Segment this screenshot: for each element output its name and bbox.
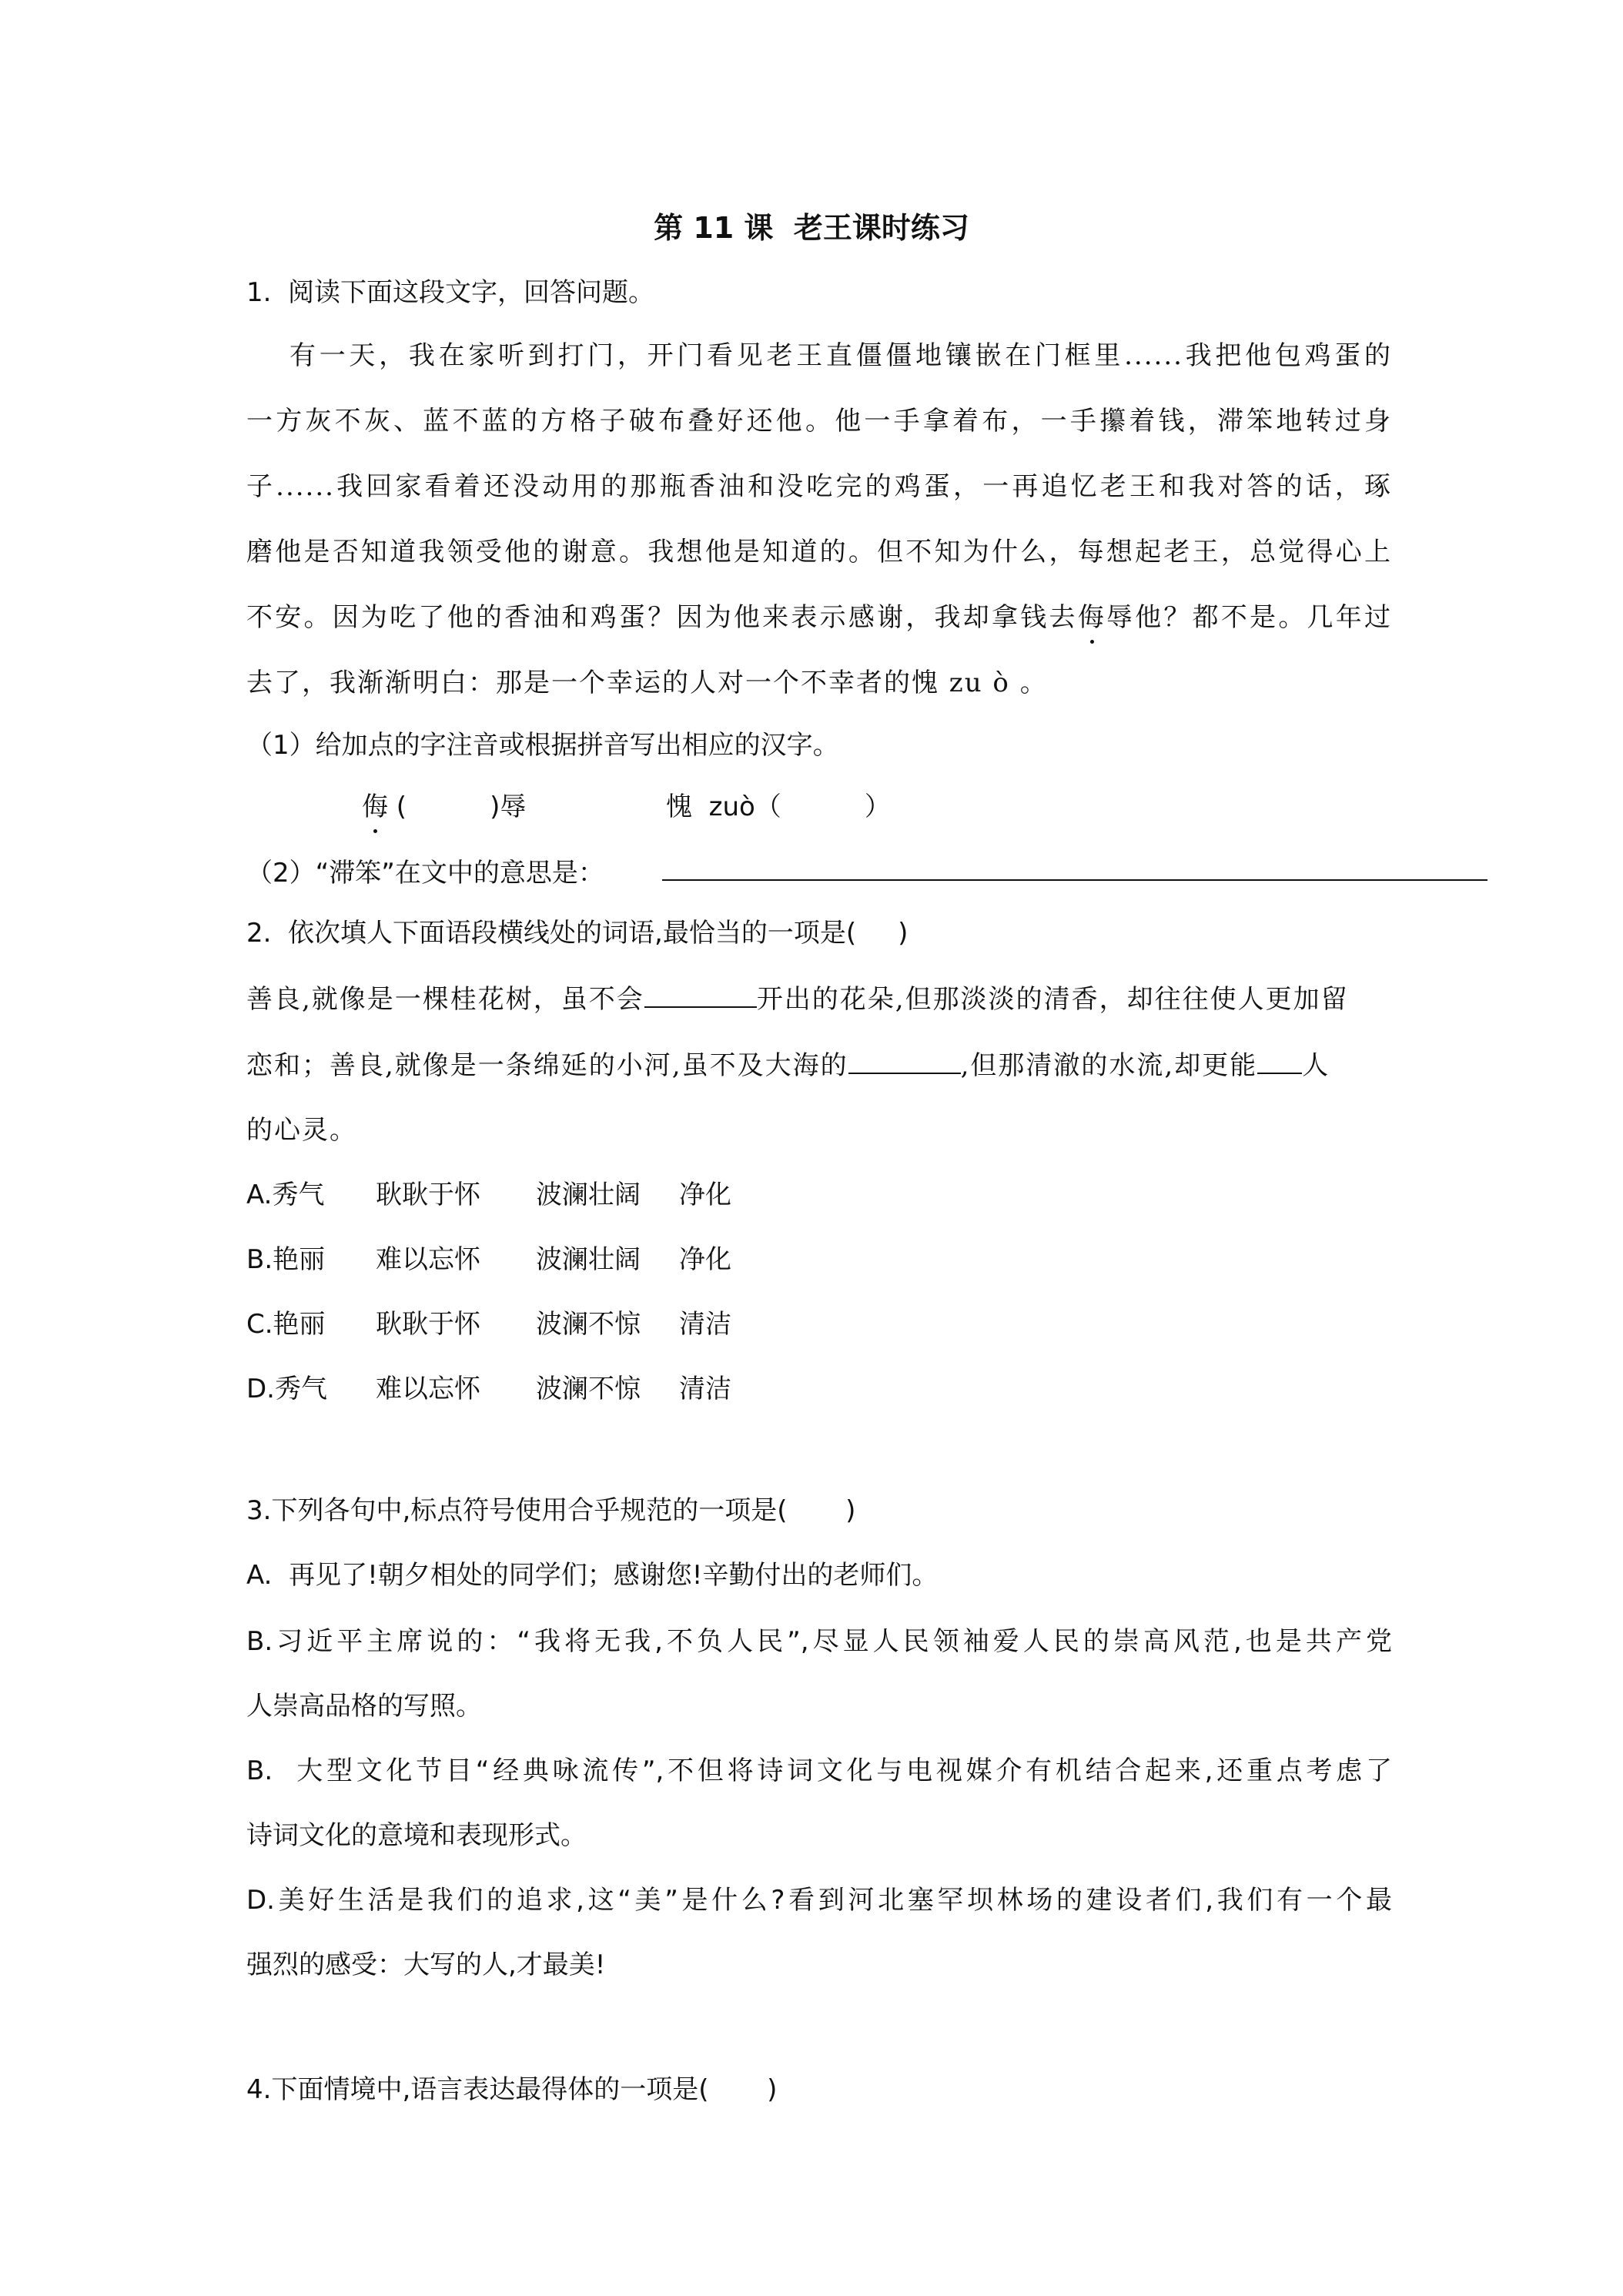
q3-line: B.习近平主席说的：“我将无我,不负人民”,尽显人民领袖爱人民的崇高风范,也是共产党 <box>246 1626 1392 1657</box>
fill-blank <box>644 983 757 1008</box>
q1-passage-line: 一方灰不灰、蓝不蓝的方格子破布叠好还他。他一手拿着布，一手攥着钱，滞笨地转过身 <box>246 406 1392 437</box>
q1-passage-line: 子......我回家看着还没动用的那瓶香油和没吃完的鸡蛋，一再追忆老王和我对答的话，琢 <box>246 471 1392 502</box>
q1-fill-a: 侮 ( )辱 <box>362 792 527 822</box>
q3-line: A. 再见了!朝夕相处的同学们；感谢您!辛勤付出的老师们。 <box>246 1560 939 1591</box>
option-word: 净化 <box>679 1244 731 1275</box>
q1-fill-b: 愧 zuò（ ） <box>666 792 891 822</box>
q2-paragraph-line: 的心灵。 <box>246 1115 357 1146</box>
q3-line: 人崇高品格的写照。 <box>246 1691 482 1722</box>
q1-passage-line: 磨他是否知道我领受他的谢意。我想他是知道的。但不知为什么，每想起老王，总觉得心上 <box>246 537 1392 567</box>
answer-line[interactable] <box>662 879 1487 881</box>
option-word: 波澜壮阔 <box>536 1244 641 1275</box>
option-word: 耿耿于怀 <box>376 1309 480 1340</box>
q1-prompt: 1. 阅读下面这段文字，回答问题。 <box>246 277 655 308</box>
fill-blank <box>848 1049 961 1074</box>
dotted-char: 侮 <box>1077 602 1106 633</box>
option-word: 耿耿于怀 <box>376 1180 480 1210</box>
q2-paragraph-line: 善良,就像是一棵桂花树，虽不会 开出的花朵,但那淡淡的清香，却往往使人更加留 <box>246 984 1349 1015</box>
q1-passage-line: 去了，我渐渐明白：那是一个幸运的人对一个不幸者的愧 zu ò 。 <box>246 668 1048 698</box>
q2-prompt: 2. 依次填人下面语段横线处的词语,最恰当的一项是( ) <box>246 918 909 949</box>
option-label: C.艳丽 <box>246 1309 326 1340</box>
q1-passage-line: 不安。因为吃了他的香油和鸡蛋？因为他来表示感谢，我却拿钱去侮辱他？都不是。几年过 <box>246 602 1393 633</box>
option-label: A.秀气 <box>246 1180 325 1210</box>
q4-prompt: 4.下面情境中,语言表达最得体的一项是( ) <box>246 2074 778 2105</box>
option-word: 清洁 <box>679 1374 731 1404</box>
option-word: 波澜不惊 <box>536 1374 641 1404</box>
option-word: 净化 <box>679 1180 731 1210</box>
q3-prompt: 3.下列各句中,标点符号使用合乎规范的一项是( ) <box>246 1495 856 1526</box>
option-label: B.艳丽 <box>246 1244 326 1275</box>
q2-paragraph-line: 恋和；善良,就像是一条绵延的小河,虽不及大海的 ,但那清澈的水流,却更能 人 <box>246 1050 1330 1081</box>
page-title: 第 11 课 老王课时练习 <box>654 211 969 245</box>
option-label: D.秀气 <box>246 1374 327 1404</box>
fill-blank <box>1257 1049 1302 1074</box>
option-word: 清洁 <box>679 1309 731 1340</box>
dotted-char: 侮 <box>362 792 388 822</box>
option-word: 波澜壮阔 <box>536 1180 641 1210</box>
option-word: 难以忘怀 <box>376 1374 480 1404</box>
q3-line: 诗词文化的意境和表现形式。 <box>246 1820 587 1851</box>
q3-line: B. 大型文化节目“经典咏流传”,不但将诗词文化与电视媒介有机结合起来,还重点考虑了 <box>246 1755 1392 1786</box>
q1-passage-line: 有一天，我在家听到打门，开门看见老王直僵僵地镶嵌在门框里......我把他包鸡蛋的 <box>289 340 1392 371</box>
option-word: 波澜不惊 <box>536 1309 641 1340</box>
q3-line: D.美好生活是我们的追求,这“美”是什么?看到河北塞罕坝林场的建设者们,我们有一个最 <box>246 1885 1392 1916</box>
option-word: 难以忘怀 <box>376 1244 480 1275</box>
q1-sub1: （1）给加点的字注音或根据拼音写出相应的汉字。 <box>246 730 839 761</box>
q3-line: 强烈的感受：大写的人,才最美! <box>246 1950 606 1980</box>
q1-sub2: （2）“滞笨”在文中的意思是： <box>246 858 604 889</box>
